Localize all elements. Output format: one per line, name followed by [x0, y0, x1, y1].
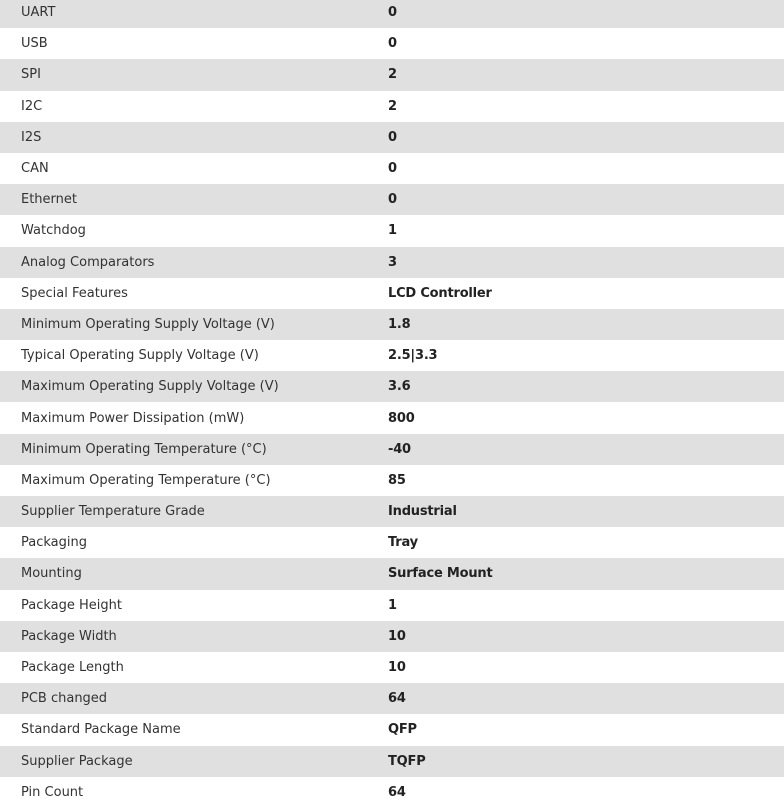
spec-value: 0 — [388, 5, 397, 21]
spec-label: Mounting — [21, 566, 82, 582]
spec-value: 3 — [388, 254, 397, 270]
table-row — [0, 0, 784, 28]
spec-value: 64 — [388, 784, 406, 800]
table-row — [0, 777, 784, 808]
spec-value: 2 — [388, 67, 397, 83]
spec-value: 1 — [388, 223, 397, 239]
table-row — [0, 153, 784, 184]
table-row — [0, 465, 784, 496]
table-row — [0, 184, 784, 215]
spec-value: 64 — [388, 691, 406, 707]
table-row — [0, 28, 784, 59]
spec-value: TQFP — [388, 753, 426, 769]
spec-label: I2S — [21, 129, 42, 145]
spec-label: Package Length — [21, 660, 124, 676]
spec-label: Package Height — [21, 597, 122, 613]
table-row — [0, 558, 784, 589]
spec-value: Industrial — [388, 504, 457, 520]
spec-value: 10 — [388, 628, 406, 644]
spec-label: Typical Operating Supply Voltage (V) — [21, 348, 259, 364]
spec-label: Minimum Operating Supply Voltage (V) — [21, 316, 275, 332]
table-row — [0, 746, 784, 777]
spec-value: 0 — [388, 192, 397, 208]
spec-value: 1 — [388, 597, 397, 613]
table-row — [0, 527, 784, 558]
table-row — [0, 247, 784, 278]
table-row — [0, 340, 784, 371]
spec-label: USB — [21, 36, 48, 52]
spec-label: Special Features — [21, 285, 128, 301]
spec-label: Maximum Operating Supply Voltage (V) — [21, 379, 279, 395]
spec-value: LCD Controller — [388, 285, 492, 301]
spec-value: 85 — [388, 472, 406, 488]
spec-label: SPI — [21, 67, 41, 83]
spec-value: 0 — [388, 36, 397, 52]
spec-value: -40 — [388, 441, 411, 457]
spec-value: 2 — [388, 98, 397, 114]
table-row — [0, 402, 784, 433]
spec-label: Standard Package Name — [21, 722, 181, 738]
spec-value: 1.8 — [388, 316, 411, 332]
spec-label: Pin Count — [21, 784, 84, 800]
spec-label: PCB changed — [21, 691, 108, 707]
spec-label: Analog Comparators — [21, 254, 155, 270]
spec-value: QFP — [388, 722, 417, 738]
spec-label: Ethernet — [21, 192, 77, 208]
spec-value: Surface Mount — [388, 566, 493, 582]
table-row — [0, 652, 784, 683]
table-row — [0, 621, 784, 652]
spec-value: 0 — [388, 161, 397, 177]
spec-label: Maximum Power Dissipation (mW) — [21, 410, 245, 426]
table-row — [0, 122, 784, 153]
spec-label: UART — [21, 5, 56, 21]
table-row — [0, 590, 784, 621]
spec-value: Tray — [388, 535, 418, 551]
table-row — [0, 91, 784, 122]
spec-label: I2C — [21, 98, 43, 114]
spec-label: Watchdog — [21, 223, 86, 239]
spec-label: Supplier Package — [21, 753, 133, 769]
table-row — [0, 714, 784, 745]
table-row — [0, 59, 784, 90]
spec-value: 0 — [388, 129, 397, 145]
spec-label: Packaging — [21, 535, 87, 551]
spec-label: CAN — [21, 161, 49, 177]
table-row — [0, 309, 784, 340]
table-row — [0, 683, 784, 714]
spec-label: Package Width — [21, 628, 117, 644]
table-row — [0, 278, 784, 309]
spec-value: 2.5|3.3 — [388, 348, 438, 364]
table-row — [0, 496, 784, 527]
spec-label: Supplier Temperature Grade — [21, 504, 205, 520]
table-row — [0, 215, 784, 246]
spec-value: 800 — [388, 410, 415, 426]
table-row — [0, 371, 784, 402]
spec-value: 3.6 — [388, 379, 411, 395]
spec-value: 10 — [388, 660, 406, 676]
spec-label: Minimum Operating Temperature (°C) — [21, 441, 267, 457]
spec-label: Maximum Operating Temperature (°C) — [21, 472, 271, 488]
table-row — [0, 434, 784, 465]
